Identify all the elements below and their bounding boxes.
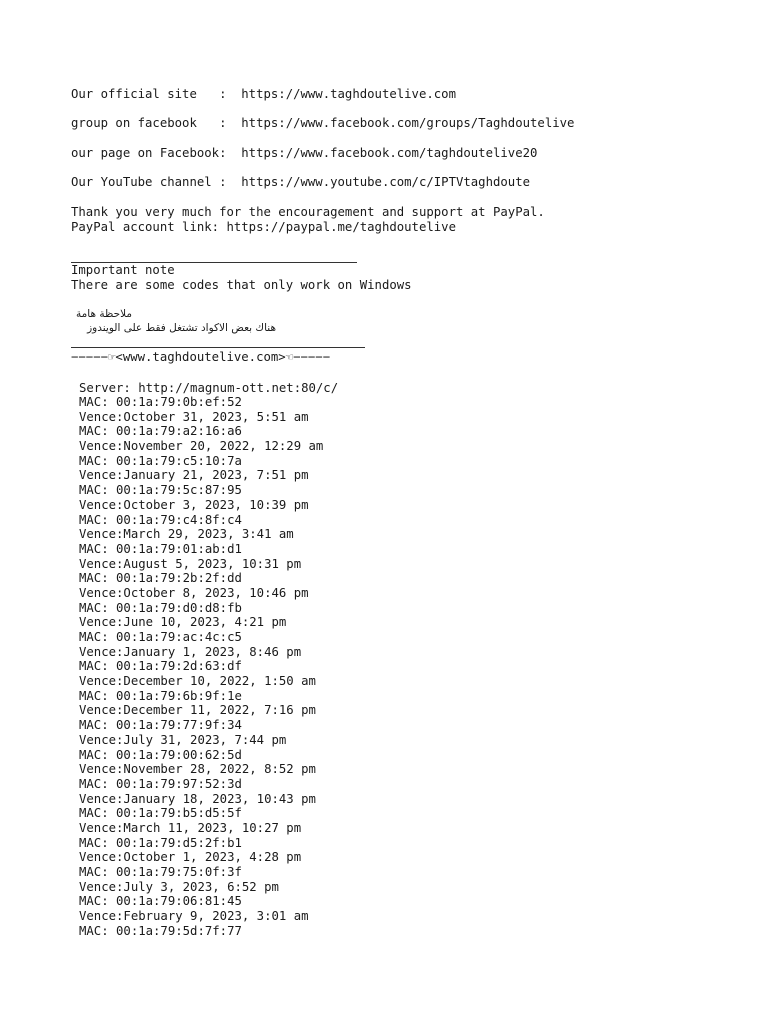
mac-line: MAC: 00:1a:79:6b:9f:1e xyxy=(79,688,242,703)
vence-line: Vence:July 31, 2023, 7:44 pm xyxy=(79,732,287,747)
vence-line: Vence:January 1, 2023, 8:46 pm xyxy=(79,644,302,659)
mac-line: MAC: 00:1a:79:75:0f:3f xyxy=(79,865,242,879)
vence-line: Vence:November 28, 2022, 8:52 pm xyxy=(79,762,316,777)
divider-bottom xyxy=(71,347,365,348)
mac-line: MAC: 00:1a:79:01:ab:d1 xyxy=(79,541,242,556)
vence-line: Vence:December 10, 2022, 1:50 am xyxy=(79,674,316,689)
mac-line: MAC: 00:1a:79:d0:d8:fb xyxy=(79,600,242,615)
vence-line: Vence:February 9, 2023, 3:01 am xyxy=(79,909,309,924)
arabic-note-text: هناك بعض الاكواد تشتغل فقط على الويندوز xyxy=(87,322,276,334)
mac-line: MAC: 00:1a:79:b5:d5:5f xyxy=(79,806,242,821)
vence-line: Vence:October 3, 2023, 10:39 pm xyxy=(79,497,309,512)
important-note-title: Important note xyxy=(71,263,175,277)
mac-line: MAC: 00:1a:79:06:81:45 xyxy=(79,894,242,909)
vence-line: Vence:March 29, 2023, 3:41 am xyxy=(79,527,294,542)
vence-line: Vence:January 21, 2023, 7:51 pm xyxy=(79,468,309,483)
vence-line: Vence:October 8, 2023, 10:46 pm xyxy=(79,585,309,600)
vence-line: Vence:January 18, 2023, 10:43 pm xyxy=(79,791,316,806)
mac-line: MAC: 00:1a:79:77:9f:34 xyxy=(79,718,242,733)
mac-line: MAC: 00:1a:79:c5:10:7a xyxy=(79,453,242,468)
thanks-line: Thank you very much for the encouragement and support at PayPal. xyxy=(71,205,545,219)
mac-line: MAC: 00:1a:79:2d:63:df xyxy=(79,659,242,674)
vence-line: Vence:March 11, 2023, 10:27 pm xyxy=(79,820,302,835)
youtube-channel-line: Our YouTube channel : https://www.youtube.com/c/IPTVtaghdoute xyxy=(71,175,531,189)
mac-line: MAC: 00:1a:79:5c:87:95 xyxy=(79,483,242,498)
mac-line: MAC: 00:1a:79:ac:4c:c5 xyxy=(79,630,242,644)
mac-line: MAC: 00:1a:79:d5:2f:b1 xyxy=(79,835,242,850)
mac-line: MAC: 00:1a:79:a2:16:a6 xyxy=(79,424,242,439)
facebook-page-line: our page on Facebook: https://www.facebook.com/taghdoutelive20 xyxy=(71,146,538,160)
paypal-link-line: PayPal account link: https://paypal.me/taghdoutelive xyxy=(71,220,456,234)
mac-line: MAC: 00:1a:79:00:62:5d xyxy=(79,747,242,762)
important-note-text: There are some codes that only work on Windows xyxy=(71,278,412,292)
facebook-group-line: group on facebook : https://www.facebook.com/groups/Taghdoutelive xyxy=(71,116,575,130)
official-site-line: Our official site : https://www.taghdoutelive.com xyxy=(71,87,456,101)
mac-line: MAC: 00:1a:79:5d:7f:77 xyxy=(79,923,242,938)
arabic-note-title: ملاحظة هامة xyxy=(76,308,132,320)
mac-entries-list xyxy=(79,395,679,938)
vence-line: Vence:August 5, 2023, 10:31 pm xyxy=(79,556,302,571)
vence-line: Vence:October 1, 2023, 4:28 pm xyxy=(79,850,302,865)
vence-line: Vence:December 11, 2022, 7:16 pm xyxy=(79,703,316,718)
vence-line: Vence:November 20, 2022, 12:29 am xyxy=(79,439,324,454)
mac-line: MAC: 00:1a:79:97:52:3d xyxy=(79,776,242,791)
vence-line: Vence:October 31, 2023, 5:51 am xyxy=(79,409,309,424)
server-line: Server: http://magnum-ott.net:80/c/ xyxy=(79,381,339,395)
site-banner: −−−−−☞<www.taghdoutelive.com>☜−−−−− xyxy=(71,350,331,364)
mac-line: MAC: 00:1a:79:0b:ef:52 xyxy=(79,395,242,409)
mac-line: MAC: 00:1a:79:2b:2f:dd xyxy=(79,571,242,586)
vence-line: Vence:July 3, 2023, 6:52 pm xyxy=(79,879,279,894)
mac-line: MAC: 00:1a:79:c4:8f:c4 xyxy=(79,512,242,527)
vence-line: Vence:June 10, 2023, 4:21 pm xyxy=(79,615,287,630)
